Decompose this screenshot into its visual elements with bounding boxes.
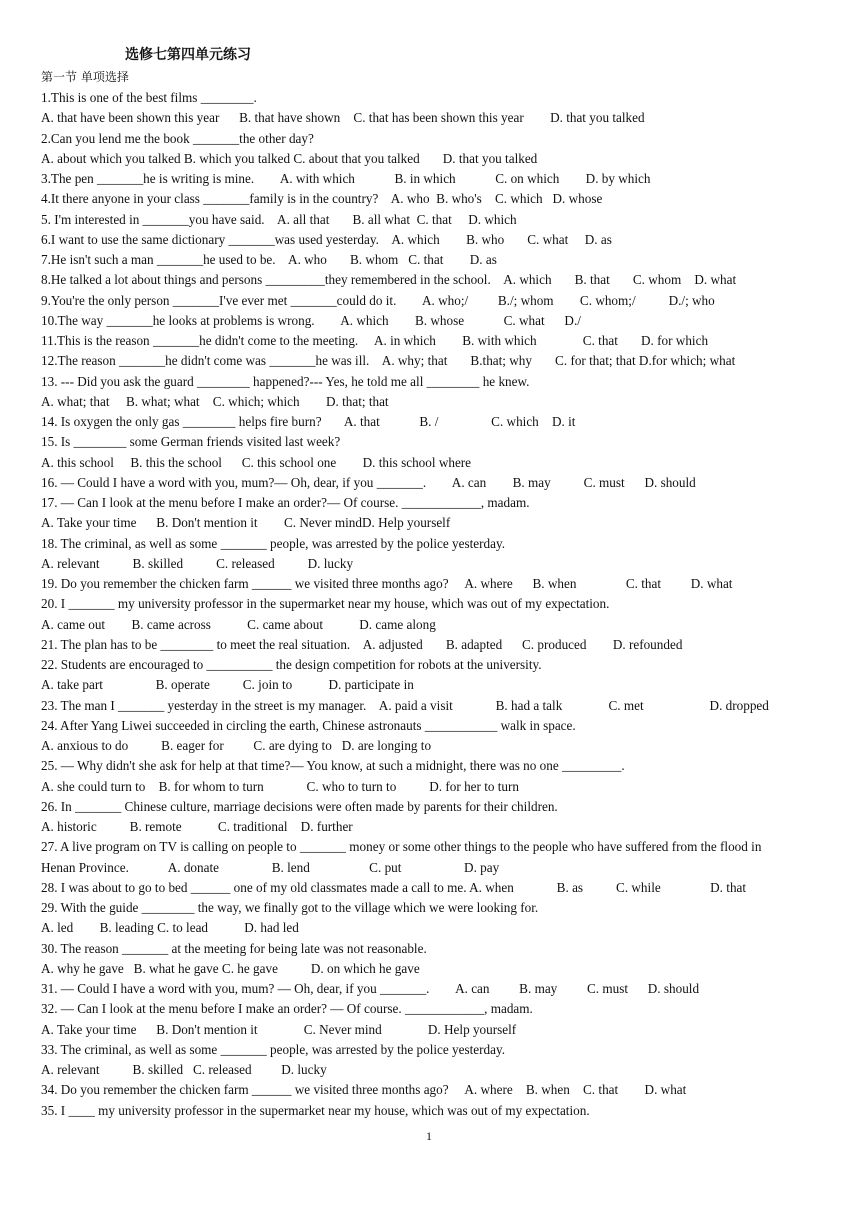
section-heading: 第一节 单项选择 [41, 70, 129, 84]
question-line: Henan Province. A. donate B. lend C. put D. pay [41, 859, 500, 875]
question-line: 24. After Yang Liwei succeeded in circling the earth, Chinese astronauts ___________ walk in space. [41, 717, 576, 733]
question-line: 32. — Can I look at the menu before I make an order? — Of course. ____________, madam. [41, 1001, 533, 1017]
question-line: 15. Is ________ some German friends visited last week? [41, 434, 341, 450]
question-line: 30. The reason _______ at the meeting for being late was not reasonable. [41, 940, 427, 956]
question-line: 13. --- Did you ask the guard ________ happened?--- Yes, he told me all ________ he knew. [41, 373, 530, 389]
question-line: 23. The man I _______ yesterday in the street is my manager. A. paid a visit B. had a talk C. met D. dropped [41, 697, 769, 713]
page-title: 选修七第四单元练习 [125, 47, 251, 63]
question-line: 3.The pen _______he is writing is mine. A. with which B. in which C. on which D. by which [41, 171, 651, 186]
question-line: A. she could turn to B. for whom to turn C. who to turn to D. for her to turn [41, 778, 520, 794]
question-line: 12.The reason _______he didn't come was _______he was ill. A. why; that B.that; why C. for that; that D.for which; what [41, 353, 736, 369]
question-line: 26. In _______ Chinese culture, marriage decisions were often made by parents for their children. [41, 798, 558, 814]
question-line: 34. Do you remember the chicken farm ______ we visited three months ago? A. where B. when C. that D. what [41, 1082, 687, 1098]
question-line: A. about which you talked B. which you talked C. about that you talked D. that you talked [41, 150, 538, 166]
page-number: 1 [426, 1129, 432, 1143]
question-list [41, 88, 841, 1121]
question-line: A. this school B. this the school C. this school one D. this school where [41, 454, 472, 470]
question-line: A. came out B. came across C. came about D. came along [41, 616, 436, 632]
question-line: A. relevant B. skilled C. released D. lucky [41, 1062, 327, 1077]
question-line: A. historic B. remote C. traditional D. further [41, 819, 353, 834]
question-line: 4.It there anyone in your class _______family is in the country? A. who B. who's C. which D. whose [41, 191, 603, 207]
question-line: 1.This is one of the best films ________. [41, 90, 257, 105]
question-line: 28. I was about to go to bed ______ one of my old classmates made a call to me. A. when B. as C. while D. that [41, 879, 747, 895]
question-line: 22. Students are encouraged to __________ the design competition for robots at the university. [41, 657, 542, 672]
question-line: 19. Do you remember the chicken farm ______ we visited three months ago? A. where B. when C. that D. what [41, 576, 733, 591]
question-line: 8.He talked a lot about things and persons _________they remembered in the school. A. which B. that C. whom D. what [41, 272, 737, 288]
question-line: A. Take your time B. Don't mention it C. Never mindD. Help yourself [41, 515, 451, 531]
question-line: 16. — Could I have a word with you, mum?— Oh, dear, if you _______. A. can B. may C. must D. should [41, 474, 696, 490]
question-line: A. Take your time B. Don't mention it C. Never mind D. Help yourself [41, 1021, 517, 1037]
question-line: A. relevant B. skilled C. released D. lucky [41, 555, 354, 571]
question-line: 6.I want to use the same dictionary _______was used yesterday. A. which B. who C. what D. as [41, 231, 612, 247]
question-line: 21. The plan has to be ________ to meet the real situation. A. adjusted B. adapted C. produced D. refounded [41, 636, 683, 652]
question-line: 11.This is the reason _______he didn't come to the meeting. A. in which B. with which C. that D. for which [41, 333, 709, 348]
question-line: 18. The criminal, as well as some _______ people, was arrested by the police yesterday. [41, 535, 505, 551]
question-line: 5. I'm interested in _______you have said. A. all that B. all what C. that D. which [41, 211, 517, 227]
question-line: 33. The criminal, as well as some _______ people, was arrested by the police yesterday. [41, 1041, 505, 1057]
question-line: A. why he gave B. what he gave C. he gave D. on which he gave [41, 960, 420, 976]
question-line: 10.The way _______he looks at problems is wrong. A. which B. whose C. what D./ [41, 312, 581, 328]
question-line: 14. Is oxygen the only gas ________ helps fire burn? A. that B. / C. which D. it [41, 414, 576, 429]
question-line: 9.You're the only person _______I've ever met _______could do it. A. who;/ B./; whom C. whom;/ D./; who [41, 292, 715, 308]
question-line: 35. I ____ my university professor in the supermarket near my house, which was out of my expectation. [41, 1102, 590, 1118]
question-line: A. take part B. operate C. join to D. participate in [41, 677, 414, 693]
question-line: 31. — Could I have a word with you, mum? — Oh, dear, if you _______. A. can B. may C. must D. should [41, 981, 700, 996]
question-line: 25. — Why didn't she ask for help at that time?— You know, at such a midnight, there was no one _________. [41, 758, 625, 774]
question-line: 27. A live program on TV is calling on people to _______ money or some other things to the people who have suffered from the flood in [41, 839, 762, 855]
question-line: 7.He isn't such a man _______he used to be. A. who B. whom C. that D. as [41, 252, 497, 267]
question-line: 2.Can you lend me the book _______the other day? [41, 130, 314, 146]
question-line: 17. — Can I look at the menu before I make an order?— Of course. ____________, madam. [41, 495, 530, 510]
question-line: 20. I _______ my university professor in the supermarket near my house, which was out of my expectation. [41, 596, 610, 612]
question-line: 29. With the guide ________ the way, we finally got to the village which we were looking for. [41, 900, 539, 915]
question-line: A. anxious to do B. eager for C. are dying to D. are longing to [41, 738, 432, 753]
question-line: A. that have been shown this year B. that have shown C. that has been shown this year D. that you talked [41, 110, 645, 126]
question-line: A. led B. leading C. to lead D. had led [41, 920, 299, 936]
question-line: A. what; that B. what; what C. which; which D. that; that [41, 393, 389, 409]
